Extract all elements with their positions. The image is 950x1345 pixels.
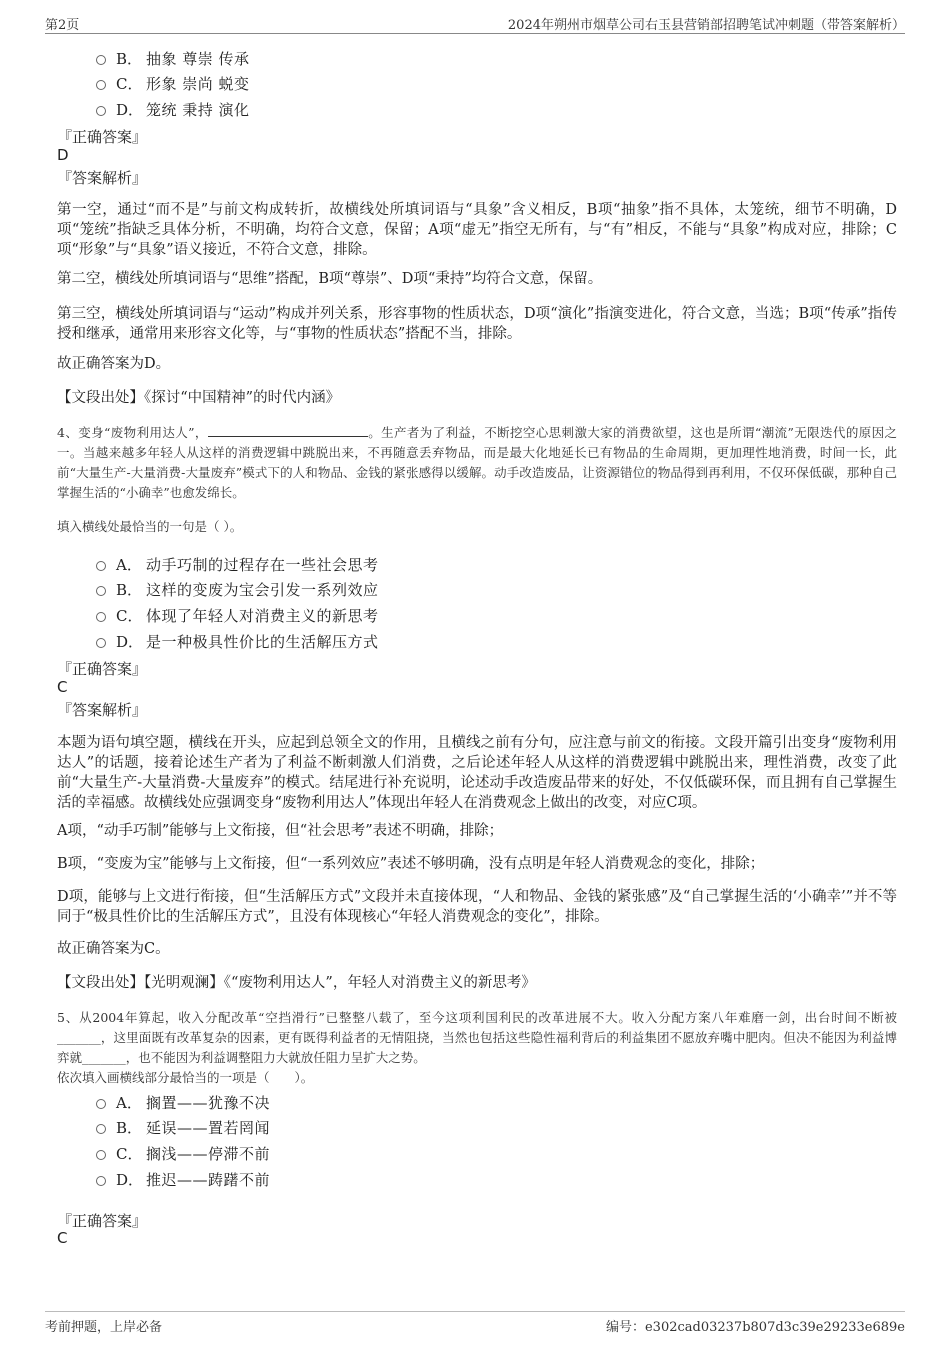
q4-analysis-a: A项，“动手巧制”能够与上文衔接，但“社会思考”表述不明确，排除； — [57, 823, 504, 839]
q5-prompt: 依次填入画横线部分最恰当的一项是（ ）。 — [57, 1070, 314, 1085]
q5-stem: 5、从2004年算起，收入分配改革“空挡滑行”已整整八载了，至今这项利国利民的改革进展不大。收入分配方案八年难磨一剑，出台时间不断被_______，这里面既有改革复杂的因素，更有既得利益者的无情阻挠，当然也包括这些隐性福利背后的利益集团不愿放弃嘴中肥肉。但决不能因为利益博弈就_______，也不能因为利益调整阻力大就放任阻力呈扩大之势。 — [57, 1010, 897, 1065]
q4-analysis-d: D项，能够与上文进行衔接，但“生活解压方式”文段并未直接体现，“人和物品、金钱的紧张感”及“自己掌握生活的‘小确幸’”并不等同于“极具性价比的生活解压方式”，且没有体现核心“年轻人消费观念的变化”，排除。 — [57, 889, 897, 925]
q3-source: 【文段出处】《探讨“中国精神”的时代内涵》 — [57, 390, 341, 406]
q3-analysis-label: 『答案解析』 — [57, 169, 148, 187]
q3-analysis-2: 第二空，横线处所填词语与“思维”搭配，B项“尊崇”、D项“秉持”均符合文意，保留。 — [57, 271, 603, 287]
q5-option-a[interactable]: A． 搁置——犹豫不决 — [96, 1092, 270, 1112]
q4-analysis-b: B项，“变废为宝”能够与上文衔接，但“一系列效应”表述不够明确，没有点明是年轻人消费观念的变化，排除； — [57, 856, 765, 872]
q4-answer: C — [57, 678, 68, 696]
radio-icon[interactable] — [96, 1150, 106, 1160]
radio-icon[interactable] — [96, 612, 106, 622]
radio-icon[interactable] — [96, 80, 106, 90]
q4-stem: 4、变身“废物利用达人”， 。生产者为了利益，不断挖空心思刺激大家的消费欲望，这也是所谓“潮流”无限迭代的原因之一。当越来越多年轻人从这样的消费逻辑中跳脱出来，不再随意丢弃物品，而是最大化地延长已有物品的生命周期，更加理性地消费，时间一长，此前“大量生产-大量消费-大量废弃”模式下的人和物品、金钱的紧张感得以缓解。动手改造废品，让资源错位的物品得到再利用，不仅环保低碳，那种自己掌握生活的“小确幸”也愈发绵长。 — [57, 425, 897, 500]
q4-analysis-label: 『答案解析』 — [57, 701, 148, 719]
q4-answer-label: 『正确答案』 — [57, 660, 148, 678]
q3-option-b[interactable]: B． 抽象 尊崇 传承 — [96, 48, 250, 68]
q3-answer-label: 『正确答案』 — [57, 128, 148, 146]
footer-slogan: 考前押题，上岸必备 — [45, 1320, 163, 1335]
q4-option-a[interactable]: A． 动手巧制的过程存在一些社会思考 — [96, 554, 379, 574]
q4-conclusion: 故正确答案为C。 — [57, 941, 170, 957]
radio-icon[interactable] — [96, 106, 106, 116]
q4-source: 【文段出处】【光明观澜】《“废物利用达人”，年轻人对消费主义的新思考》 — [57, 975, 536, 991]
q5-answer: C — [57, 1229, 68, 1247]
document-id: 编号：e302cad03237b807d3c39e29233e689e — [605, 1320, 905, 1335]
page-number: 第2页 — [45, 18, 80, 33]
radio-icon[interactable] — [96, 1176, 106, 1186]
q3-analysis-3: 第三空，横线处所填词语与“运动”构成并列关系，形容事物的性质状态，D项“演化”指演变进化，符合文意，当选；B项“传承”指传授和继承，通常用来形容文化等，与“事物的性质状态”搭配不当，排除。 — [57, 306, 897, 342]
page-header — [45, 12, 905, 34]
q5-option-c[interactable]: C． 搁浅——停滞不前 — [96, 1143, 270, 1163]
q3-option-c[interactable]: C． 形象 崇尚 蜕变 — [96, 73, 250, 93]
q4-option-c[interactable]: C． 体现了年轻人对消费主义的新思考 — [96, 605, 379, 625]
q5-option-b[interactable]: B． 延误——置若罔闻 — [96, 1117, 270, 1137]
radio-icon[interactable] — [96, 586, 106, 596]
q3-option-d[interactable]: D． 笼统 秉持 演化 — [96, 99, 250, 119]
q4-option-d[interactable]: D． 是一种极具性价比的生活解压方式 — [96, 631, 379, 651]
page-footer — [45, 1311, 905, 1335]
radio-icon[interactable] — [96, 561, 106, 571]
radio-icon[interactable] — [96, 55, 106, 65]
q4-option-b[interactable]: B． 这样的变废为宝会引发一系列效应 — [96, 579, 379, 599]
q3-answer: D — [57, 146, 69, 164]
q4-prompt: 填入横线处最恰当的一句是（ ）。 — [57, 519, 243, 534]
answer-blank — [208, 423, 368, 437]
q3-analysis-1: 第一空，通过“而不是”与前文构成转折，故横线处所填词语与“具象”含义相反，B项“抽象”指不具体，太笼统，细节不明确，D项“笼统”指缺乏具体分析，不明确，均符合文意，保留；A项“虚无”指空无所有，与“有”相反，不能与“具象”构成对应，排除；C项“形象”与“具象”语义接近，不符合文意，排除。 — [57, 202, 897, 258]
radio-icon[interactable] — [96, 1124, 106, 1134]
q5-answer-label: 『正确答案』 — [57, 1212, 148, 1230]
q5-option-d[interactable]: D． 推迟——踌躇不前 — [96, 1169, 270, 1189]
document-title: 2024年朔州市烟草公司右玉县营销部招聘笔试冲刺题（带答案解析） — [507, 18, 905, 33]
radio-icon[interactable] — [96, 1099, 106, 1109]
radio-icon[interactable] — [96, 638, 106, 648]
q3-conclusion: 故正确答案为D。 — [57, 356, 171, 372]
q4-analysis-1: 本题为语句填空题，横线在开头，应起到总领全文的作用，且横线之前有分句，应注意与前文的衔接。文段开篇引出变身“废物利用达人”的话题，接着论述生产者为了利益不断刺激人们消费，之后论述年轻人从这样的消费逻辑中跳脱出来，理性消费，改变了此前“大量生产-大量消费-大量废弃”的模式。结尾进行补充说明，论述动手改造废品带来的好处，不仅低碳环保，而且拥有自己掌握生活的幸福感。故横线处应强调变身“废物利用达人”体现出年轻人在消费观念上做出的改变，对应C项。 — [57, 735, 897, 811]
